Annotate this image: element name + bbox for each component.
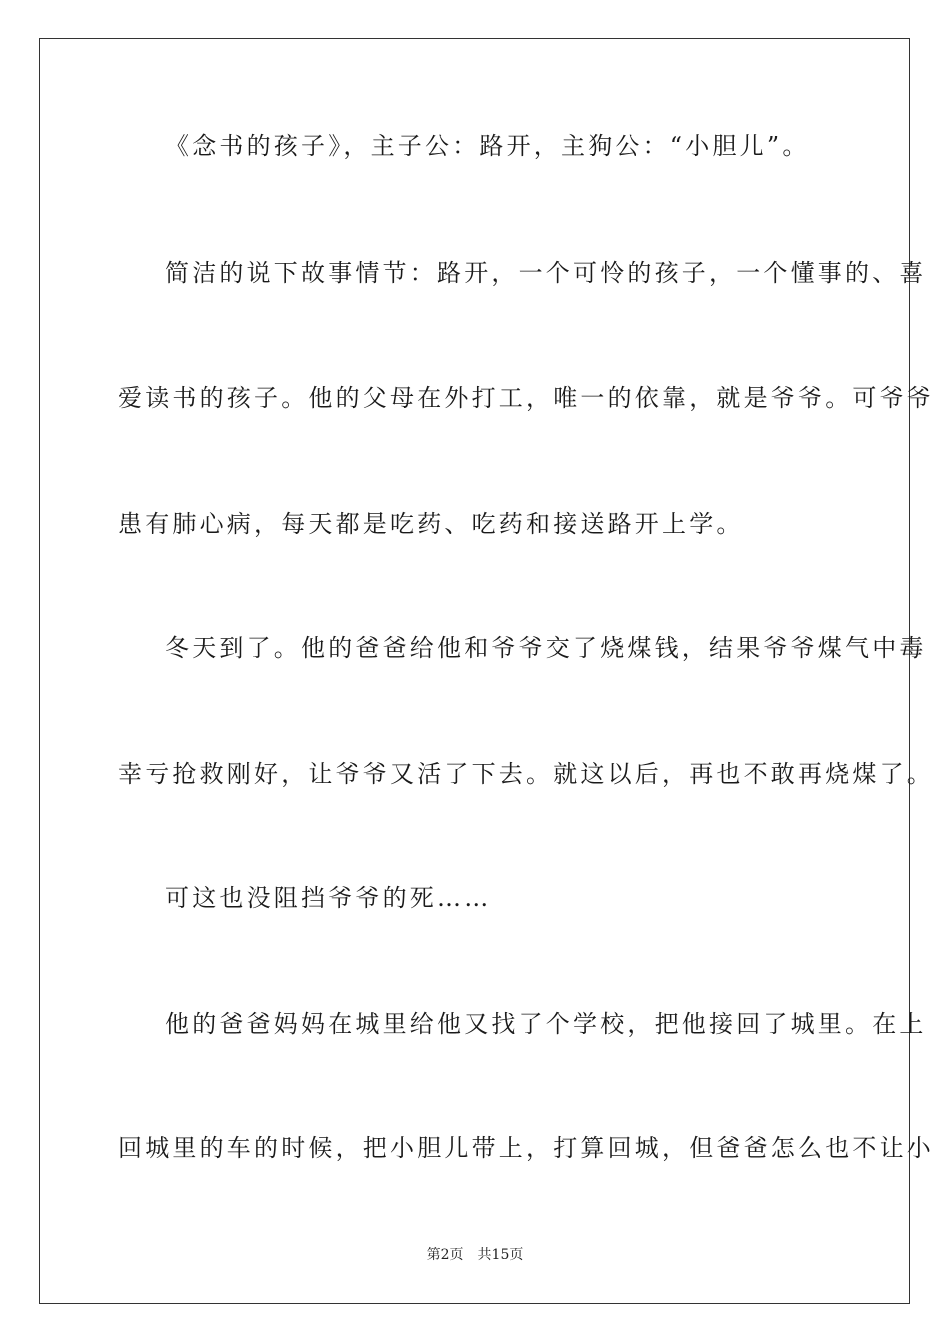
paragraph-line: 冬天到了。他的爸爸给他和爷爷交了烧煤钱，结果爷爷煤气中毒 — [165, 634, 927, 662]
paragraph-line: 幸亏抢救刚好，让爷爷又活了下去。就这以后，再也不敢再烧煤了。 — [118, 760, 934, 788]
paragraph-line: 爱读书的孩子。他的父母在外打工，唯一的依靠，就是爷爷。可爷爷 — [118, 384, 934, 412]
paragraph-line: 患有肺心病，每天都是吃药、吃药和接送路开上学。 — [118, 510, 744, 538]
paragraph-line: 简洁的说下故事情节：路开，一个可怜的孩子，一个懂事的、喜 — [165, 259, 927, 287]
page-footer — [0, 1246, 950, 1264]
paragraph-line: 可这也没阻挡爷爷的死…… — [165, 884, 492, 912]
paragraph-line: 《念书的孩子》，主子公：路开，主狗公：“小胆儿”。 — [165, 132, 810, 160]
page-frame — [39, 38, 934, 1304]
paragraph-line: 回城里的车的时候，把小胆儿带上，打算回城，但爸爸怎么也不让小 — [118, 1134, 934, 1162]
page-number: 第2页 — [426, 1247, 464, 1263]
page-total: 共15页 — [477, 1247, 524, 1263]
paragraph-line: 他的爸爸妈妈在城里给他又找了个学校，把他接回了城里。在上 — [165, 1010, 927, 1038]
